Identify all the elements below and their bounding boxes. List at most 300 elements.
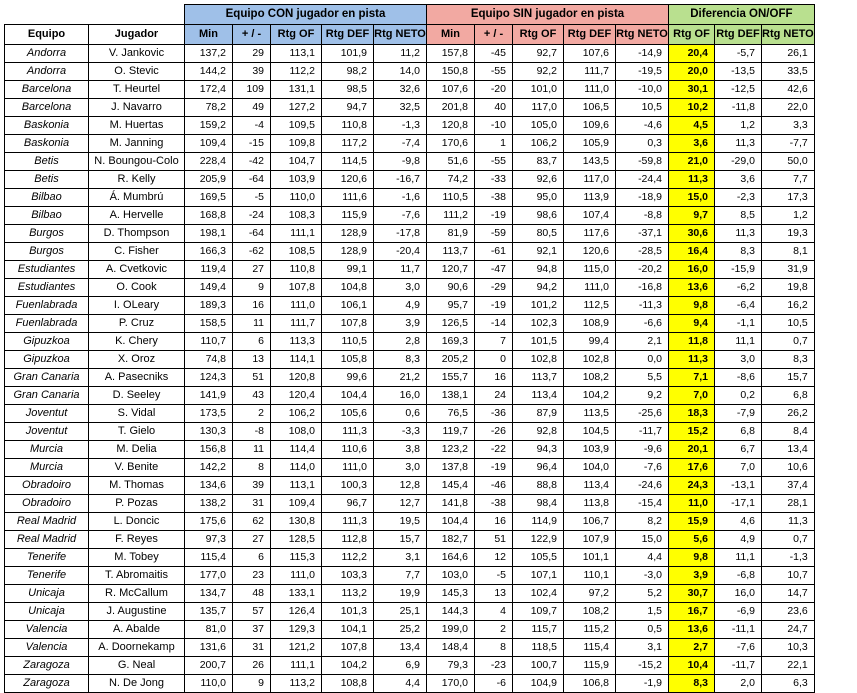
cell-dif-rtg-neto: 8,3 bbox=[762, 351, 815, 369]
cell-con-min: 74,8 bbox=[185, 351, 233, 369]
table-row bbox=[5, 423, 815, 441]
cell-con-rtg-neto: 7,7 bbox=[374, 567, 427, 585]
table-row bbox=[5, 279, 815, 297]
cell-con-rtg-neto: 8,3 bbox=[374, 351, 427, 369]
cell-equipo: Murcia bbox=[5, 459, 89, 477]
cell-dif-rtg-of: 16,0 bbox=[669, 261, 715, 279]
column-header-equipo[interactable]: Equipo bbox=[5, 25, 89, 45]
cell-con-min: 149,4 bbox=[185, 279, 233, 297]
cell-dif-rtg-def: -11,1 bbox=[715, 621, 762, 639]
cell-con-rtg-neto: 11,2 bbox=[374, 45, 427, 63]
cell-dif-rtg-neto: 50,0 bbox=[762, 153, 815, 171]
cell-sin-rtg-def: 106,8 bbox=[564, 675, 616, 693]
cell-jugador: J. Augustine bbox=[89, 603, 185, 621]
cell-con-min: 205,9 bbox=[185, 171, 233, 189]
cell-dif-rtg-def: -11,8 bbox=[715, 99, 762, 117]
cell-con-min: 115,4 bbox=[185, 549, 233, 567]
cell-con-rtg-def: 104,4 bbox=[322, 387, 374, 405]
cell-con-rtg-def: 113,2 bbox=[322, 585, 374, 603]
cell-sin-rtg-neto: 9,2 bbox=[616, 387, 669, 405]
cell-con-min: 109,4 bbox=[185, 135, 233, 153]
cell-sin-min: 104,4 bbox=[427, 513, 475, 531]
cell-con-rtg-of: 108,3 bbox=[271, 207, 322, 225]
cell-sin-rtg-of: 96,4 bbox=[513, 459, 564, 477]
cell-sin-rtg-neto: 0,3 bbox=[616, 135, 669, 153]
cell-con-rtg-def: 114,5 bbox=[322, 153, 374, 171]
cell-dif-rtg-of: 16,7 bbox=[669, 603, 715, 621]
cell-equipo: Estudiantes bbox=[5, 261, 89, 279]
cell-dif-rtg-def: 11,3 bbox=[715, 135, 762, 153]
cell-equipo: Zaragoza bbox=[5, 657, 89, 675]
cell-dif-rtg-def: -8,6 bbox=[715, 369, 762, 387]
cell-con-rtg-def: 103,3 bbox=[322, 567, 374, 585]
cell-con-min: 158,5 bbox=[185, 315, 233, 333]
cell-dif-rtg-of: 20,0 bbox=[669, 63, 715, 81]
cell-sin-min: 155,7 bbox=[427, 369, 475, 387]
cell-con-rtg-def: 100,3 bbox=[322, 477, 374, 495]
cell-jugador: D. Thompson bbox=[89, 225, 185, 243]
cell-sin-rtg-neto: -10,0 bbox=[616, 81, 669, 99]
cell-con-rtg-of: 129,3 bbox=[271, 621, 322, 639]
table-row bbox=[5, 261, 815, 279]
cell-con-rtg-of: 103,9 bbox=[271, 171, 322, 189]
cell-jugador: N. Boungou-Colo bbox=[89, 153, 185, 171]
cell-dif-rtg-def: 3,0 bbox=[715, 351, 762, 369]
column-header-jugador[interactable]: Jugador bbox=[89, 25, 185, 45]
cell-sin-rtg-neto: 1,5 bbox=[616, 603, 669, 621]
cell-sin-plusminus: -6 bbox=[475, 675, 513, 693]
cell-sin-rtg-def: 115,4 bbox=[564, 639, 616, 657]
cell-con-rtg-neto: 32,6 bbox=[374, 81, 427, 99]
cell-dif-rtg-def: 6,7 bbox=[715, 441, 762, 459]
cell-jugador: M. Thomas bbox=[89, 477, 185, 495]
cell-sin-plusminus: 2 bbox=[475, 621, 513, 639]
cell-dif-rtg-def: -5,7 bbox=[715, 45, 762, 63]
cell-sin-min: 145,4 bbox=[427, 477, 475, 495]
cell-con-rtg-neto: 11,7 bbox=[374, 261, 427, 279]
cell-con-rtg-of: 126,4 bbox=[271, 603, 322, 621]
cell-dif-rtg-neto: 22,1 bbox=[762, 657, 815, 675]
cell-sin-rtg-neto: -6,6 bbox=[616, 315, 669, 333]
table-row bbox=[5, 369, 815, 387]
cell-dif-rtg-of: 15,0 bbox=[669, 189, 715, 207]
cell-con-rtg-of: 111,0 bbox=[271, 297, 322, 315]
cell-con-rtg-of: 106,2 bbox=[271, 405, 322, 423]
cell-sin-rtg-neto: -20,2 bbox=[616, 261, 669, 279]
column-header-con-rtg-def[interactable]: Rtg DEF bbox=[322, 25, 374, 45]
cell-sin-plusminus: -55 bbox=[475, 63, 513, 81]
cell-equipo: Betis bbox=[5, 153, 89, 171]
cell-sin-rtg-def: 113,9 bbox=[564, 189, 616, 207]
table-row bbox=[5, 441, 815, 459]
cell-equipo: Andorra bbox=[5, 63, 89, 81]
cell-con-min: 124,3 bbox=[185, 369, 233, 387]
cell-dif-rtg-neto: 24,7 bbox=[762, 621, 815, 639]
cell-dif-rtg-def: 0,2 bbox=[715, 387, 762, 405]
column-header-sin-rtg-def[interactable]: Rtg DEF bbox=[564, 25, 616, 45]
table-row bbox=[5, 135, 815, 153]
cell-dif-rtg-neto: 22,0 bbox=[762, 99, 815, 117]
cell-con-rtg-def: 120,6 bbox=[322, 171, 374, 189]
cell-sin-plusminus: -19 bbox=[475, 207, 513, 225]
cell-con-rtg-of: 130,8 bbox=[271, 513, 322, 531]
cell-sin-rtg-of: 98,4 bbox=[513, 495, 564, 513]
table-row bbox=[5, 45, 815, 63]
cell-con-plusminus: 49 bbox=[233, 99, 271, 117]
cell-jugador: A. Cvetkovic bbox=[89, 261, 185, 279]
cell-con-plusminus: 6 bbox=[233, 549, 271, 567]
cell-con-min: 78,2 bbox=[185, 99, 233, 117]
cell-con-rtg-of: 111,1 bbox=[271, 657, 322, 675]
cell-con-min: 228,4 bbox=[185, 153, 233, 171]
cell-sin-min: 107,6 bbox=[427, 81, 475, 99]
cell-dif-rtg-def: -6,8 bbox=[715, 567, 762, 585]
cell-con-rtg-def: 101,9 bbox=[322, 45, 374, 63]
cell-sin-rtg-def: 102,8 bbox=[564, 351, 616, 369]
cell-dif-rtg-of: 18,3 bbox=[669, 405, 715, 423]
cell-jugador: G. Neal bbox=[89, 657, 185, 675]
cell-con-min: 81,0 bbox=[185, 621, 233, 639]
cell-jugador: R. Kelly bbox=[89, 171, 185, 189]
cell-sin-rtg-neto: 0,0 bbox=[616, 351, 669, 369]
cell-jugador: P. Cruz bbox=[89, 315, 185, 333]
cell-con-rtg-def: 105,6 bbox=[322, 405, 374, 423]
cell-con-rtg-neto: 12,8 bbox=[374, 477, 427, 495]
cell-sin-rtg-of: 102,8 bbox=[513, 351, 564, 369]
cell-con-rtg-neto: 3,0 bbox=[374, 459, 427, 477]
cell-con-rtg-def: 96,7 bbox=[322, 495, 374, 513]
cell-jugador: I. OLeary bbox=[89, 297, 185, 315]
cell-con-rtg-of: 127,2 bbox=[271, 99, 322, 117]
cell-sin-rtg-def: 105,9 bbox=[564, 135, 616, 153]
cell-con-rtg-neto: -1,6 bbox=[374, 189, 427, 207]
cell-dif-rtg-of: 3,9 bbox=[669, 567, 715, 585]
cell-con-min: 173,5 bbox=[185, 405, 233, 423]
cell-dif-rtg-neto: 1,2 bbox=[762, 207, 815, 225]
cell-con-rtg-neto: 25,1 bbox=[374, 603, 427, 621]
cell-dif-rtg-neto: 37,4 bbox=[762, 477, 815, 495]
cell-con-rtg-neto: 3,0 bbox=[374, 279, 427, 297]
cell-sin-rtg-neto: -24,6 bbox=[616, 477, 669, 495]
cell-equipo: Baskonia bbox=[5, 117, 89, 135]
cell-dif-rtg-def: 11,1 bbox=[715, 333, 762, 351]
cell-con-min: 110,0 bbox=[185, 675, 233, 693]
table-row bbox=[5, 171, 815, 189]
cell-dif-rtg-def: -13,5 bbox=[715, 63, 762, 81]
cell-sin-rtg-def: 115,9 bbox=[564, 657, 616, 675]
cell-jugador: S. Vidal bbox=[89, 405, 185, 423]
cell-con-rtg-of: 114,4 bbox=[271, 441, 322, 459]
cell-jugador: O. Cook bbox=[89, 279, 185, 297]
cell-sin-rtg-def: 106,7 bbox=[564, 513, 616, 531]
cell-dif-rtg-neto: 0,7 bbox=[762, 531, 815, 549]
cell-sin-rtg-neto: -14,9 bbox=[616, 45, 669, 63]
cell-sin-min: 138,1 bbox=[427, 387, 475, 405]
cell-con-rtg-of: 113,3 bbox=[271, 333, 322, 351]
cell-con-rtg-def: 112,2 bbox=[322, 549, 374, 567]
column-header-sin-rtg-neto[interactable]: Rtg NETO bbox=[616, 25, 669, 45]
cell-con-rtg-def: 110,5 bbox=[322, 333, 374, 351]
cell-con-rtg-neto: -17,8 bbox=[374, 225, 427, 243]
cell-dif-rtg-neto: -7,7 bbox=[762, 135, 815, 153]
cell-con-rtg-neto: 4,4 bbox=[374, 675, 427, 693]
cell-con-rtg-of: 108,5 bbox=[271, 243, 322, 261]
table-head bbox=[5, 5, 815, 45]
cell-con-rtg-neto: 3,1 bbox=[374, 549, 427, 567]
cell-sin-rtg-neto: -16,8 bbox=[616, 279, 669, 297]
table-row bbox=[5, 117, 815, 135]
cell-sin-plusminus: -5 bbox=[475, 567, 513, 585]
onoff-stats-table bbox=[4, 4, 815, 693]
cell-sin-rtg-of: 88,8 bbox=[513, 477, 564, 495]
cell-dif-rtg-of: 13,6 bbox=[669, 621, 715, 639]
group-header-blank bbox=[5, 5, 185, 25]
cell-sin-rtg-of: 115,7 bbox=[513, 621, 564, 639]
cell-con-rtg-def: 98,2 bbox=[322, 63, 374, 81]
cell-sin-rtg-of: 113,7 bbox=[513, 369, 564, 387]
cell-dif-rtg-neto: 10,6 bbox=[762, 459, 815, 477]
cell-con-plusminus: 9 bbox=[233, 675, 271, 693]
column-header-dif-rtg-def[interactable]: Rtg DEF bbox=[715, 25, 762, 45]
cell-dif-rtg-of: 24,3 bbox=[669, 477, 715, 495]
column-header-dif-rtg-of[interactable]: Rtg OF bbox=[669, 25, 715, 45]
cell-dif-rtg-neto: 28,1 bbox=[762, 495, 815, 513]
cell-sin-plusminus: -55 bbox=[475, 153, 513, 171]
cell-con-rtg-of: 113,1 bbox=[271, 45, 322, 63]
cell-sin-rtg-def: 113,4 bbox=[564, 477, 616, 495]
cell-dif-rtg-def: -1,1 bbox=[715, 315, 762, 333]
cell-sin-rtg-neto: -7,6 bbox=[616, 459, 669, 477]
column-header-con-min[interactable]: Min bbox=[185, 25, 233, 45]
cell-sin-rtg-neto: 15,0 bbox=[616, 531, 669, 549]
cell-con-rtg-of: 109,5 bbox=[271, 117, 322, 135]
cell-sin-min: 111,2 bbox=[427, 207, 475, 225]
cell-equipo: Baskonia bbox=[5, 135, 89, 153]
cell-con-rtg-def: 111,3 bbox=[322, 513, 374, 531]
cell-con-plusminus: -42 bbox=[233, 153, 271, 171]
cell-sin-rtg-of: 83,7 bbox=[513, 153, 564, 171]
cell-sin-min: 164,6 bbox=[427, 549, 475, 567]
cell-sin-plusminus: -36 bbox=[475, 405, 513, 423]
cell-sin-plusminus: -45 bbox=[475, 45, 513, 63]
cell-dif-rtg-def: -2,3 bbox=[715, 189, 762, 207]
cell-sin-rtg-of: 109,7 bbox=[513, 603, 564, 621]
cell-sin-rtg-of: 102,4 bbox=[513, 585, 564, 603]
cell-sin-rtg-neto: -1,9 bbox=[616, 675, 669, 693]
cell-sin-min: 199,0 bbox=[427, 621, 475, 639]
cell-sin-rtg-def: 109,6 bbox=[564, 117, 616, 135]
cell-dif-rtg-neto: 42,6 bbox=[762, 81, 815, 99]
cell-sin-rtg-neto: 0,5 bbox=[616, 621, 669, 639]
cell-dif-rtg-neto: 8,4 bbox=[762, 423, 815, 441]
cell-con-rtg-neto: 15,7 bbox=[374, 531, 427, 549]
cell-sin-rtg-of: 92,6 bbox=[513, 171, 564, 189]
column-header-row bbox=[5, 25, 815, 45]
cell-sin-plusminus: 13 bbox=[475, 585, 513, 603]
cell-con-plusminus: -15 bbox=[233, 135, 271, 153]
cell-equipo: Joventut bbox=[5, 405, 89, 423]
cell-con-plusminus: -64 bbox=[233, 225, 271, 243]
cell-sin-rtg-of: 105,5 bbox=[513, 549, 564, 567]
cell-sin-plusminus: -38 bbox=[475, 495, 513, 513]
cell-con-rtg-neto: 12,7 bbox=[374, 495, 427, 513]
cell-dif-rtg-def: -17,1 bbox=[715, 495, 762, 513]
cell-con-rtg-neto: 6,9 bbox=[374, 657, 427, 675]
cell-sin-rtg-neto: -28,5 bbox=[616, 243, 669, 261]
cell-sin-min: 81,9 bbox=[427, 225, 475, 243]
cell-sin-rtg-of: 92,1 bbox=[513, 243, 564, 261]
cell-con-rtg-def: 107,8 bbox=[322, 315, 374, 333]
cell-con-rtg-def: 104,8 bbox=[322, 279, 374, 297]
cell-dif-rtg-def: 1,2 bbox=[715, 117, 762, 135]
cell-dif-rtg-of: 3,6 bbox=[669, 135, 715, 153]
cell-equipo: Obradoiro bbox=[5, 477, 89, 495]
cell-con-min: 131,6 bbox=[185, 639, 233, 657]
cell-con-rtg-of: 113,2 bbox=[271, 675, 322, 693]
cell-sin-min: 120,8 bbox=[427, 117, 475, 135]
cell-sin-min: 95,7 bbox=[427, 297, 475, 315]
cell-equipo: Bilbao bbox=[5, 207, 89, 225]
cell-sin-rtg-neto: -11,3 bbox=[616, 297, 669, 315]
cell-jugador: M. Delia bbox=[89, 441, 185, 459]
cell-sin-rtg-neto: -37,1 bbox=[616, 225, 669, 243]
cell-sin-plusminus: 16 bbox=[475, 369, 513, 387]
cell-jugador: C. Fisher bbox=[89, 243, 185, 261]
table-row bbox=[5, 495, 815, 513]
cell-con-rtg-neto: 25,2 bbox=[374, 621, 427, 639]
cell-con-plusminus: 13 bbox=[233, 351, 271, 369]
column-header-con-plusminus[interactable]: + / - bbox=[233, 25, 271, 45]
cell-sin-rtg-of: 106,2 bbox=[513, 135, 564, 153]
column-header-dif-rtg-neto[interactable]: Rtg NETO bbox=[762, 25, 815, 45]
cell-con-min: 189,3 bbox=[185, 297, 233, 315]
cell-equipo: Tenerife bbox=[5, 567, 89, 585]
cell-con-min: 138,2 bbox=[185, 495, 233, 513]
cell-con-plusminus: 109 bbox=[233, 81, 271, 99]
cell-con-rtg-def: 115,9 bbox=[322, 207, 374, 225]
cell-sin-rtg-of: 102,3 bbox=[513, 315, 564, 333]
cell-equipo: Zaragoza bbox=[5, 675, 89, 693]
cell-equipo: Valencia bbox=[5, 621, 89, 639]
cell-dif-rtg-of: 20,4 bbox=[669, 45, 715, 63]
cell-sin-min: 150,8 bbox=[427, 63, 475, 81]
cell-con-plusminus: 39 bbox=[233, 63, 271, 81]
cell-dif-rtg-neto: 6,3 bbox=[762, 675, 815, 693]
cell-con-rtg-neto: 13,4 bbox=[374, 639, 427, 657]
cell-jugador: P. Pozas bbox=[89, 495, 185, 513]
column-header-con-rtg-neto[interactable]: Rtg NETO bbox=[374, 25, 427, 45]
cell-dif-rtg-def: 6,8 bbox=[715, 423, 762, 441]
cell-equipo: Gipuzkoa bbox=[5, 333, 89, 351]
cell-sin-rtg-of: 117,0 bbox=[513, 99, 564, 117]
cell-con-rtg-def: 99,6 bbox=[322, 369, 374, 387]
cell-sin-rtg-neto: 10,5 bbox=[616, 99, 669, 117]
cell-con-min: 135,7 bbox=[185, 603, 233, 621]
cell-jugador: A. Hervelle bbox=[89, 207, 185, 225]
cell-sin-rtg-neto: 3,1 bbox=[616, 639, 669, 657]
column-header-sin-plusminus[interactable]: + / - bbox=[475, 25, 513, 45]
cell-con-min: 97,3 bbox=[185, 531, 233, 549]
cell-sin-plusminus: -23 bbox=[475, 657, 513, 675]
cell-con-rtg-of: 108,0 bbox=[271, 423, 322, 441]
cell-sin-rtg-neto: -15,4 bbox=[616, 495, 669, 513]
cell-con-rtg-of: 110,8 bbox=[271, 261, 322, 279]
cell-con-plusminus: 23 bbox=[233, 567, 271, 585]
cell-dif-rtg-of: 2,7 bbox=[669, 639, 715, 657]
cell-con-plusminus: 43 bbox=[233, 387, 271, 405]
column-header-sin-min[interactable]: Min bbox=[427, 25, 475, 45]
cell-sin-rtg-neto: -59,8 bbox=[616, 153, 669, 171]
cell-sin-min: 137,8 bbox=[427, 459, 475, 477]
cell-jugador: M. Janning bbox=[89, 135, 185, 153]
cell-dif-rtg-neto: 13,4 bbox=[762, 441, 815, 459]
cell-con-plusminus: 16 bbox=[233, 297, 271, 315]
cell-sin-plusminus: 0 bbox=[475, 351, 513, 369]
cell-sin-plusminus: -22 bbox=[475, 441, 513, 459]
column-header-con-rtg-of[interactable]: Rtg OF bbox=[271, 25, 322, 45]
table-row bbox=[5, 531, 815, 549]
cell-sin-rtg-def: 113,8 bbox=[564, 495, 616, 513]
table-row bbox=[5, 333, 815, 351]
cell-dif-rtg-neto: 17,3 bbox=[762, 189, 815, 207]
cell-dif-rtg-of: 8,3 bbox=[669, 675, 715, 693]
cell-jugador: T. Abromaitis bbox=[89, 567, 185, 585]
cell-sin-min: 123,2 bbox=[427, 441, 475, 459]
cell-sin-rtg-def: 111,7 bbox=[564, 63, 616, 81]
cell-sin-rtg-def: 104,5 bbox=[564, 423, 616, 441]
cell-con-rtg-of: 114,1 bbox=[271, 351, 322, 369]
cell-sin-rtg-def: 112,5 bbox=[564, 297, 616, 315]
cell-dif-rtg-def: -11,7 bbox=[715, 657, 762, 675]
cell-equipo: Gran Canaria bbox=[5, 369, 89, 387]
cell-con-rtg-neto: 21,2 bbox=[374, 369, 427, 387]
cell-con-plusminus: 31 bbox=[233, 639, 271, 657]
cell-con-plusminus: 57 bbox=[233, 603, 271, 621]
table-row bbox=[5, 513, 815, 531]
cell-sin-min: 170,6 bbox=[427, 135, 475, 153]
cell-con-rtg-of: 114,0 bbox=[271, 459, 322, 477]
cell-con-plusminus: -62 bbox=[233, 243, 271, 261]
group-header-con: Equipo CON jugador en pista bbox=[185, 5, 427, 25]
cell-con-rtg-neto: -1,3 bbox=[374, 117, 427, 135]
cell-sin-rtg-def: 108,2 bbox=[564, 603, 616, 621]
cell-con-min: 172,4 bbox=[185, 81, 233, 99]
cell-con-plusminus: 8 bbox=[233, 459, 271, 477]
cell-dif-rtg-def: 4,9 bbox=[715, 531, 762, 549]
cell-con-rtg-def: 104,2 bbox=[322, 657, 374, 675]
table-row bbox=[5, 81, 815, 99]
cell-dif-rtg-of: 5,6 bbox=[669, 531, 715, 549]
cell-con-min: 166,3 bbox=[185, 243, 233, 261]
cell-dif-rtg-neto: 19,3 bbox=[762, 225, 815, 243]
cell-sin-rtg-neto: 2,1 bbox=[616, 333, 669, 351]
cell-dif-rtg-neto: 14,7 bbox=[762, 585, 815, 603]
cell-sin-rtg-neto: -11,7 bbox=[616, 423, 669, 441]
cell-con-min: 134,7 bbox=[185, 585, 233, 603]
cell-sin-rtg-def: 120,6 bbox=[564, 243, 616, 261]
table-row bbox=[5, 567, 815, 585]
cell-con-rtg-of: 110,0 bbox=[271, 189, 322, 207]
cell-con-rtg-neto: 4,9 bbox=[374, 297, 427, 315]
cell-con-min: 169,5 bbox=[185, 189, 233, 207]
cell-con-plusminus: -5 bbox=[233, 189, 271, 207]
column-header-sin-rtg-of[interactable]: Rtg OF bbox=[513, 25, 564, 45]
cell-dif-rtg-of: 11,0 bbox=[669, 495, 715, 513]
cell-dif-rtg-of: 21,0 bbox=[669, 153, 715, 171]
cell-con-rtg-of: 111,0 bbox=[271, 567, 322, 585]
cell-dif-rtg-neto: 26,1 bbox=[762, 45, 815, 63]
cell-dif-rtg-def: -12,5 bbox=[715, 81, 762, 99]
